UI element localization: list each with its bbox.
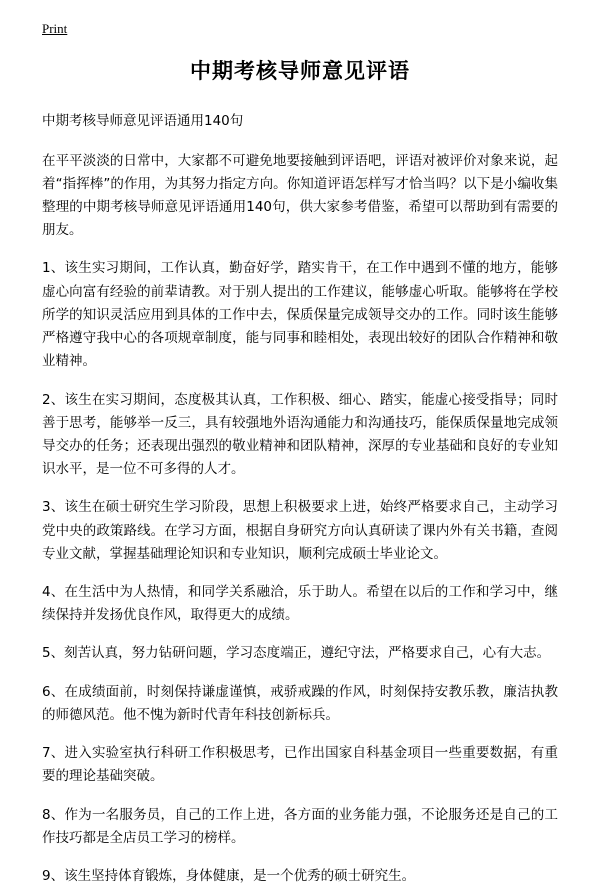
print-button[interactable]: Print	[42, 21, 68, 36]
document-content	[42, 58, 558, 888]
paragraph-item-7: 7、进入实验室执行科研工作积极思考，已作出国家自科基金项目一些重要数据，有重要的理论基础突破。	[42, 745, 558, 785]
document-subtitle: 中期考核导师意见评语通用140句	[42, 113, 244, 130]
paragraph-item-4: 4、在生活中为人热情，和同学关系融洽，乐于助人。希望在以后的工作和学习中，继续保持并发扬优良作风，取得更大的成绩。	[42, 584, 558, 624]
page-title: 中期考核导师意见评语	[190, 59, 410, 83]
paragraph-item-1: 1、该生实习期间，工作认真，勤奋好学，踏实肯干，在工作中遇到不懂的地方，能够虚心向富有经验的前辈请教。对于别人提出的工作建议，能够虚心听取。能够将在学校所学的知识灵活应用到具体的工作中去，保质保量完成领导交办的工作。同时该生能够严格遵守我中心的各项规章制度，能与同事和睦相处，表现出较好的团队合作精神和敬业精神。	[42, 260, 558, 370]
paragraph-item-2: 2、该生在实习期间，态度极其认真，工作积极、细心、踏实，能虚心接受指导；同时善于思考，能够举一反三，具有较强地外语沟通能力和沟通技巧，能保质保量地完成领导交办的任务；还表现出强烈的敬业精神和团队精神，深厚的专业基础和良好的专业知识水平，是一位不可多得的人才。	[42, 391, 558, 478]
paragraph-item-9: 9、该生坚持体育锻炼，身体健康，是一个优秀的硕士研究生。	[42, 868, 416, 885]
paragraph-item-5: 5、刻苦认真，努力钻研问题，学习态度端正，遵纪守法，严格要求自己，心有大志。	[42, 645, 551, 662]
paragraph-intro: 在平平淡淡的日常中，大家都不可避免地要接触到评语吧，评语对被评价对象来说，起着“指挥棒”的作用，为其努力指定方向。你知道评语怎样写才恰当吗？以下是小编收集整理的中期考核导师意见评语通用140句，供大家参考借鉴，希望可以帮助到有需要的朋友。	[42, 152, 558, 239]
paragraph-item-3: 3、该生在硕士研究生学习阶段，思想上积极要求上进，始终严格要求自己，主动学习党中央的政策路线。在学习方面，根据自身研究方向认真研读了课内外有关书籍，查阅专业文献，掌握基础理论知识和专业知识，顺利完成硕士毕业论文。	[42, 499, 558, 562]
paragraph-item-8: 8、作为一名服务员，自己的工作上进，各方面的业务能力强，不论服务还是自己的工作技巧都是全店员工学习的榜样。	[42, 806, 558, 846]
paragraph-item-6: 6、在成绩面前，时刻保持谦虚谨慎，戒骄戒躁的作风，时刻保持安教乐教，廉洁执教的师德风范。他不愧为新时代青年科技创新标兵。	[42, 683, 558, 723]
